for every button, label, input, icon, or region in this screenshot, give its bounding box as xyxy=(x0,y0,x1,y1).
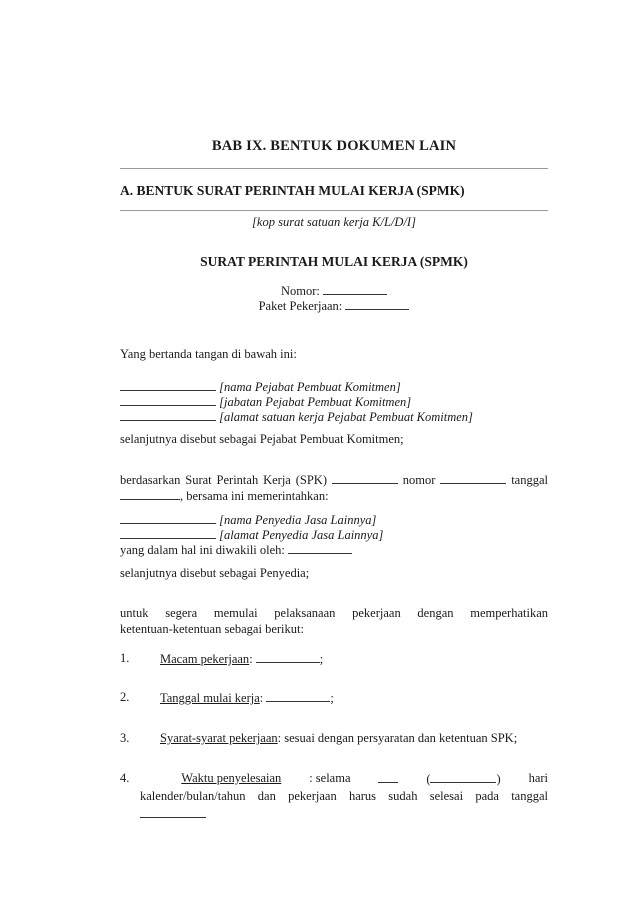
intro-text: Yang bertanda tangan di bawah ini: xyxy=(120,347,297,361)
ppk-position: [jabatan Pejabat Pembuat Komitmen] xyxy=(219,395,412,409)
instruction-line-2: ketentuan-ketentuan sebagai berikut: xyxy=(120,622,304,636)
blank-field xyxy=(120,512,216,524)
provider-address: [alamat Penyedia Jasa Lainnya] xyxy=(219,528,384,542)
spk-line-2 xyxy=(120,488,329,504)
item-1: Macam pekerjaan: ; xyxy=(160,652,324,666)
ppk-after: selanjutnya disebut sebagai Pejabat Pembuat Komitmen; xyxy=(120,432,404,446)
blank-field xyxy=(440,472,506,484)
item-number: 1. xyxy=(120,651,130,665)
item-label: Syarat-syarat pekerjaan xyxy=(160,731,278,745)
blank-field xyxy=(345,298,409,310)
letterhead-placeholder: [kop surat satuan kerja K/L/D/I] xyxy=(252,215,416,229)
nomor-label: Nomor: xyxy=(280,284,320,298)
item-4: 4. Waktu penyelesaian : selama ( ) hari kalender/bulan/tahun dan pekerjaan harus sudah selesai pada tanggal xyxy=(120,771,548,822)
item-4-line-2: kalender/bulan/tahun dan pekerjaan harus sudah selesai pada tanggal xyxy=(140,789,548,803)
blank-field xyxy=(120,379,216,391)
spk-nomor: nomor xyxy=(402,473,436,487)
paket-label: Paket Pekerjaan: xyxy=(258,299,343,313)
spk-order-text: , bersama ini memerintahkan: xyxy=(180,489,329,503)
item-4-line-3 xyxy=(140,806,548,822)
provider-after: selanjutnya disebut sebagai Penyedia; xyxy=(120,566,310,580)
blank-field xyxy=(140,806,206,818)
item-text: : sesuai dengan persyaratan dan ketentuan SPK; xyxy=(277,731,518,745)
blank-field xyxy=(332,472,398,484)
ppk-line xyxy=(120,379,401,395)
representative-label: yang dalam hal ini diwakili oleh: xyxy=(120,543,285,557)
blank-field xyxy=(120,527,216,539)
blank-field xyxy=(120,488,180,500)
item-label: Macam pekerjaan xyxy=(160,652,250,666)
item-2: Tanggal mulai kerja: ; xyxy=(160,691,334,705)
item-label: Waktu penyelesaian xyxy=(181,771,282,785)
section-a-heading: A. BENTUK SURAT PERINTAH MULAI KERJA (SPMK) xyxy=(120,183,465,198)
blank-field xyxy=(323,283,387,295)
divider xyxy=(120,168,548,169)
spk-line xyxy=(120,472,548,488)
blank-field xyxy=(120,409,216,421)
spk-tanggal: tanggal xyxy=(511,473,548,487)
provider-line xyxy=(120,512,376,528)
blank-field xyxy=(266,690,330,702)
divider xyxy=(120,210,548,211)
item-text: hari xyxy=(528,771,548,785)
paket-line xyxy=(120,298,548,314)
blank-field xyxy=(256,651,320,663)
representative-line xyxy=(120,542,352,558)
item-text: : selama xyxy=(309,771,351,785)
document-page xyxy=(120,0,548,903)
item-number: 2. xyxy=(120,690,130,704)
ppk-line xyxy=(120,394,411,410)
blank-field xyxy=(120,394,216,406)
item-number: 3. xyxy=(120,731,130,745)
instruction-line-1: untuk segera memulai pelaksanaan pekerjaan dengan memperhatikan xyxy=(120,606,548,620)
blank-field xyxy=(430,771,496,783)
ppk-name: [nama Pejabat Pembuat Komitmen] xyxy=(219,380,401,394)
ppk-line xyxy=(120,409,473,425)
document-title: SURAT PERINTAH MULAI KERJA (SPMK) xyxy=(200,254,468,269)
item-number: 4. xyxy=(120,771,130,785)
provider-name: [nama Penyedia Jasa Lainnya] xyxy=(219,513,377,527)
ppk-address: [alamat satuan kerja Pejabat Pembuat Komitmen] xyxy=(219,410,473,424)
blank-field xyxy=(378,771,398,783)
blank-field xyxy=(288,542,352,554)
provider-line xyxy=(120,527,383,543)
nomor-line xyxy=(120,283,548,299)
chapter-heading: BAB IX. BENTUK DOKUMEN LAIN xyxy=(211,138,457,154)
item-3 xyxy=(160,731,517,746)
item-label: Tanggal mulai kerja xyxy=(160,691,260,705)
spk-text: berdasarkan Surat Perintah Kerja (SPK) xyxy=(120,473,327,487)
